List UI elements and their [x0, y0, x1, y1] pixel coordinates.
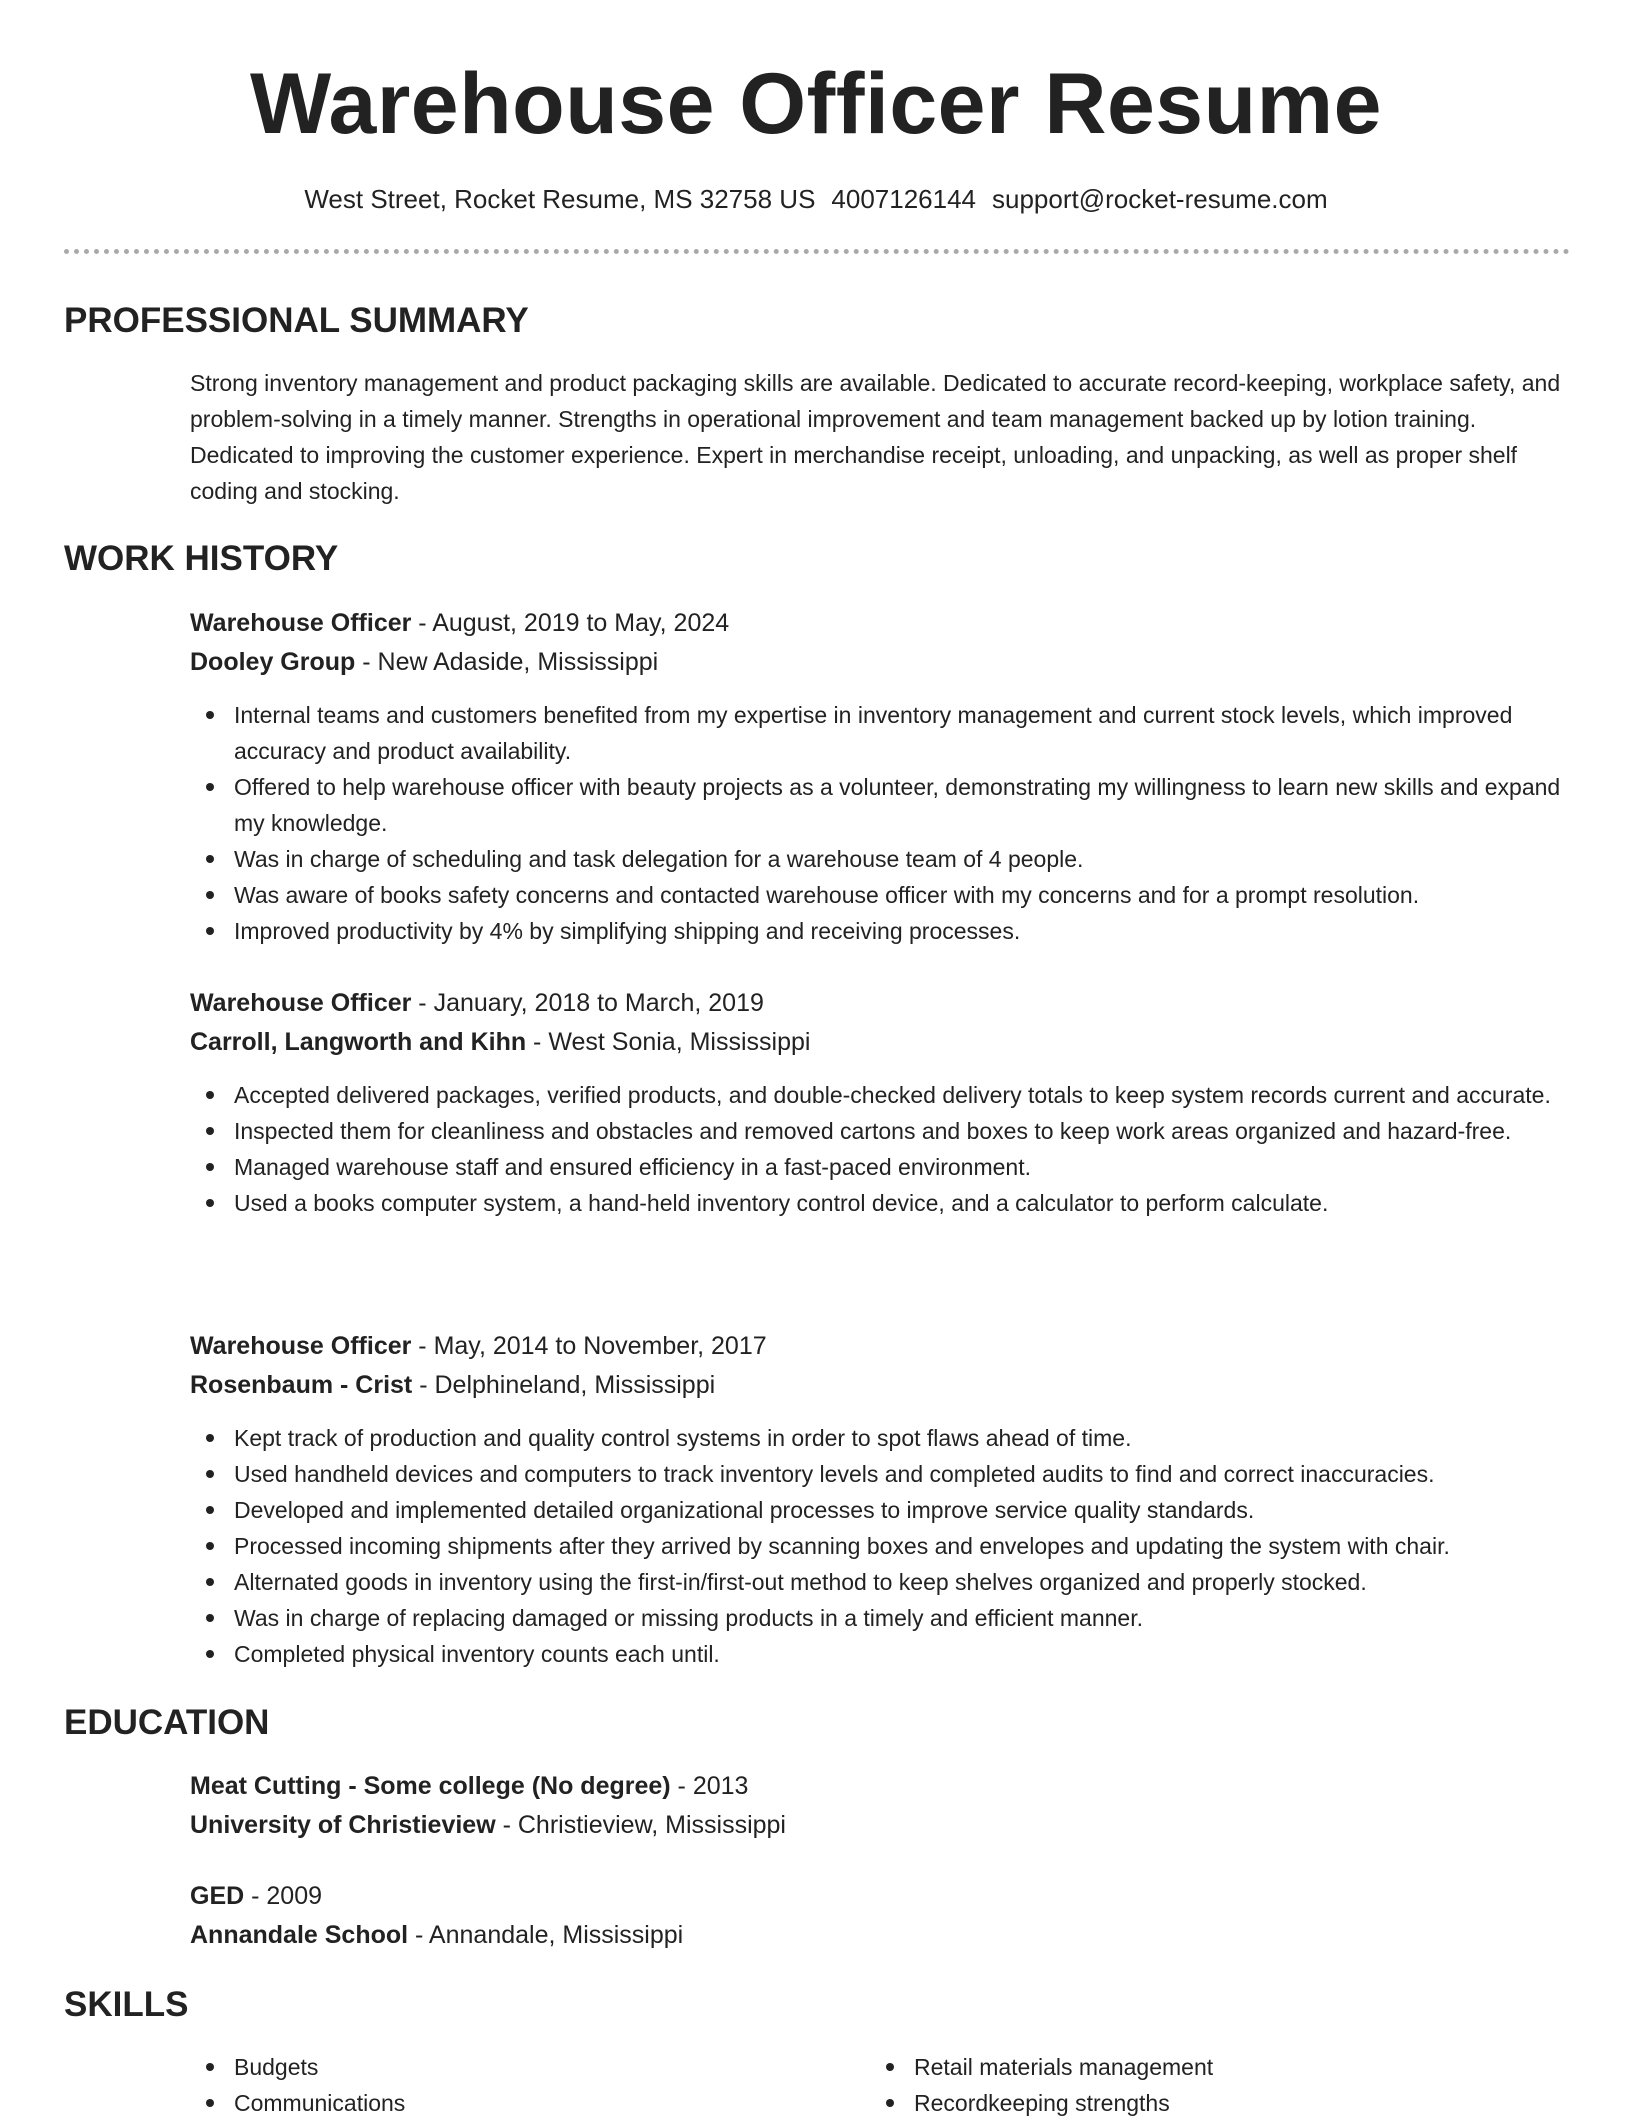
job-location: - Delphineland, Mississippi: [412, 1371, 716, 1399]
job-company-line: [190, 643, 1570, 682]
job-title: Warehouse Officer: [190, 989, 412, 1017]
education-entry: [190, 1767, 1570, 1845]
skill-item: Budgets: [190, 2049, 810, 2085]
education-degree: Meat Cutting - Some college (No degree): [190, 1772, 671, 1800]
education-school-line: [190, 1916, 1570, 1955]
job-bullets: [190, 1077, 1570, 1221]
job-bullet: Processed incoming shipments after they arrived by scanning boxes and envelopes and updating the system with chair.: [190, 1528, 1570, 1564]
job-title: Warehouse Officer: [190, 1332, 412, 1360]
job-bullet: Offered to help warehouse officer with beauty projects as a volunteer, demonstrating my willingness to learn new skills and expand my knowledge.: [190, 769, 1570, 841]
job-title: Warehouse Officer: [190, 609, 412, 637]
job-bullet: Used a books computer system, a hand-held inventory control device, and a calculator to perform calculate.: [190, 1185, 1570, 1221]
job-dates: - January, 2018 to March, 2019: [411, 989, 764, 1017]
job-bullets: [190, 1420, 1570, 1672]
job-company: Rosenbaum - Crist: [190, 1371, 413, 1399]
job-company: Dooley Group: [190, 648, 356, 676]
job-location: - New Adaside, Mississippi: [355, 648, 659, 676]
contact-address: West Street, Rocket Resume, MS 32758 US: [304, 184, 816, 214]
education-year: - 2009: [244, 1882, 323, 1910]
job-bullets: [190, 697, 1570, 949]
skills-list-left: [190, 2049, 810, 2121]
job-title-line: [190, 604, 1570, 643]
job-bullet: Used handheld devices and computers to track inventory levels and completed audits to find and correct inaccuracies.: [190, 1456, 1570, 1492]
skills-heading: SKILLS: [64, 1985, 189, 2024]
contact-email: support@rocket-resume.com: [992, 184, 1328, 214]
job-dates: - August, 2019 to May, 2024: [411, 609, 730, 637]
job-bullet: Was in charge of scheduling and task delegation for a warehouse team of 4 people.: [190, 841, 1570, 877]
job-entry: [190, 604, 1570, 949]
education-degree-line: [190, 1877, 1570, 1916]
job-bullet: Was in charge of replacing damaged or missing products in a timely and efficient manner.: [190, 1600, 1570, 1636]
education-heading: EDUCATION: [64, 1703, 270, 1742]
job-bullet: Inspected them for cleanliness and obstacles and removed cartons and boxes to keep work areas organized and hazard-free.: [190, 1113, 1570, 1149]
header-divider: [64, 249, 1570, 254]
job-title-line: [190, 1327, 1570, 1366]
summary-heading: PROFESSIONAL SUMMARY: [64, 301, 529, 340]
resume-title: Warehouse Officer Resume: [250, 56, 1382, 152]
job-entry: [190, 984, 1570, 1221]
job-bullet: Improved productivity by 4% by simplifying shipping and receiving processes.: [190, 913, 1570, 949]
job-bullet: Accepted delivered packages, verified products, and double-checked delivery totals to keep system records current and accurate.: [190, 1077, 1570, 1113]
job-company-line: [190, 1023, 1570, 1062]
summary-text: Strong inventory management and product packaging skills are available. Dedicated to accurate record-keeping, workplace safety, and problem-solving in a timely manner. Strengths in operational improvement and team management backed up by lotion training. Dedicated to improving the customer experience. Expert in merchandise receipt, unloading, and unpacking, as well as proper shelf coding and stocking.: [190, 370, 1561, 504]
skill-item: Communications: [190, 2085, 810, 2121]
job-bullet: Developed and implemented detailed organizational processes to improve service quality standards.: [190, 1492, 1570, 1528]
contact-phone: 4007126144: [831, 184, 977, 214]
education-degree: GED: [190, 1882, 245, 1910]
job-bullet: Was aware of books safety concerns and contacted warehouse officer with my concerns and for a prompt resolution.: [190, 877, 1570, 913]
education-degree-line: [190, 1767, 1570, 1806]
job-location: - West Sonia, Mississippi: [526, 1028, 811, 1056]
job-company-line: [190, 1366, 1570, 1405]
job-bullet: Completed physical inventory counts each until.: [190, 1636, 1570, 1672]
education-school: University of Christieview: [190, 1811, 496, 1839]
education-school: Annandale School: [190, 1921, 409, 1949]
education-school-line: [190, 1806, 1570, 1845]
education-location: - Annandale, Mississippi: [408, 1921, 684, 1949]
contact-line: [0, 181, 1632, 217]
skill-item: Recordkeeping strengths: [870, 2085, 1490, 2121]
job-bullet: Managed warehouse staff and ensured efficiency in a fast-paced environment.: [190, 1149, 1570, 1185]
education-location: - Christieview, Mississippi: [495, 1811, 786, 1839]
work-history-heading: WORK HISTORY: [64, 539, 339, 578]
job-dates: - May, 2014 to November, 2017: [411, 1332, 767, 1360]
job-title-line: [190, 984, 1570, 1023]
skills-list-right: [870, 2049, 1490, 2121]
job-company: Carroll, Langworth and Kihn: [190, 1028, 527, 1056]
skill-item: Retail materials management: [870, 2049, 1490, 2085]
job-bullet: Internal teams and customers benefited from my expertise in inventory management and current stock levels, which improved accuracy and product availability.: [190, 697, 1570, 769]
education-entry: [190, 1877, 1570, 1955]
job-bullet: Alternated goods in inventory using the first-in/first-out method to keep shelves organized and properly stocked.: [190, 1564, 1570, 1600]
job-bullet: Kept track of production and quality control systems in order to spot flaws ahead of time.: [190, 1420, 1570, 1456]
education-year: - 2013: [670, 1772, 749, 1800]
job-entry: [190, 1327, 1570, 1672]
